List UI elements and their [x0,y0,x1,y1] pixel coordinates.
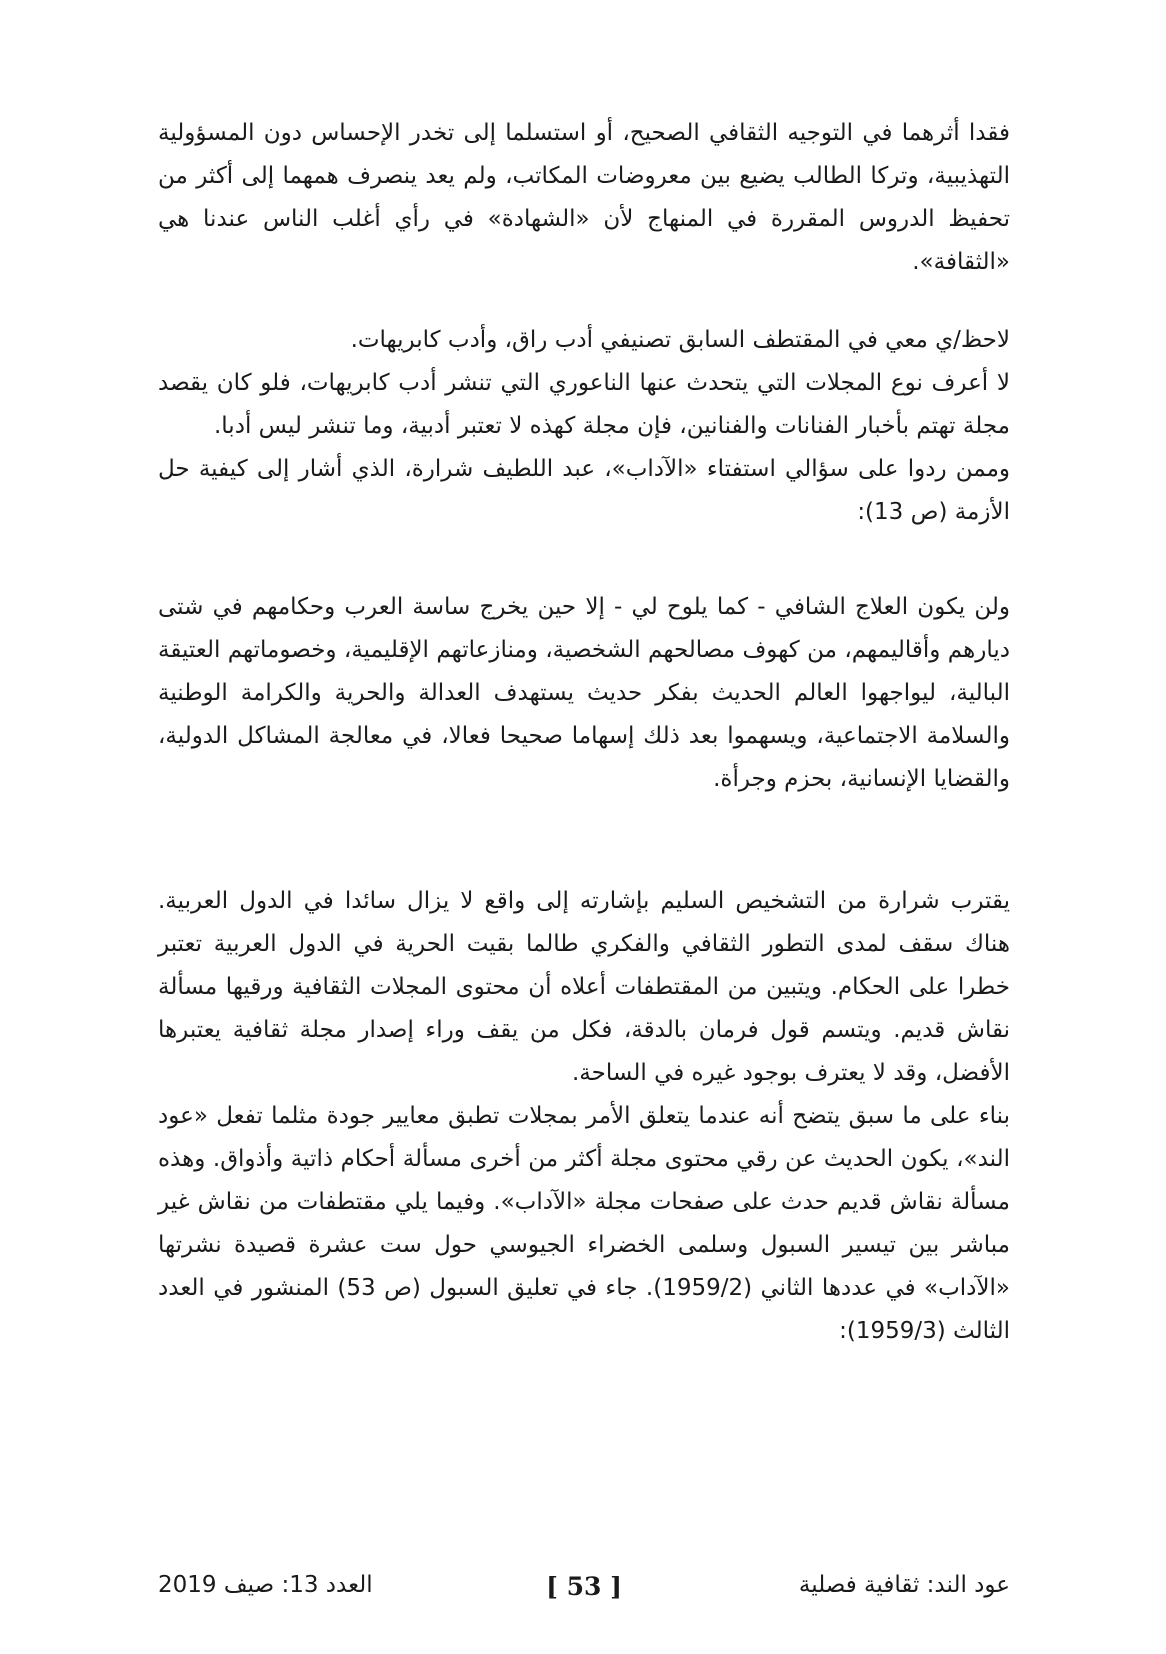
paragraph: بناء على ما سبق يتضح أنه عندما يتعلق الأمر بمجلات تطبق معايير جودة مثلما تفعل «عود الند»، يكون الحديث عن رقي محتوى مجلة أكثر من أخرى مسألة أحكام ذاتية وأذواق. وهذه مسألة نقاش قديم حدث على صفحات مجلة «الآداب». وفيما يلي مقتطفات من نقاش غير مباشر بين تيسير السبول وسلمى الخضراء الجيوسي حول ست عشرة قصيدة نشرتها «الآداب» في عددها الثاني (1959/2). جاء في تعليق السبول (ص 53) المنشور في العدد الثالث (1959/3): [158,1103,1010,1344]
paragraph: وممن ردوا على سؤالي استفتاء «الآداب»، عبد اللطيف شرارة، الذي أشار إلى كيفية حل الأزمة (ص 13): [158,456,1010,525]
quotation-paragraph: ولن يكون العلاج الشافي - كما يلوح لي - إلا حين يخرج ساسة العرب وحكامهم في شتى ديارهم وأقاليمهم، من كهوف مصالحهم الشخصية، ومنازعاتهم الإقليمية، وخصوماتهم العتيقة البالية، ليواجهوا العالم الحديث بفكر حديث يستهدف العدالة والحرية والكرامة الوطنية والسلامة الاجتماعية، ويسهموا بعد ذلك إسهاما صحيحا فعالا، في معالجة المشاكل الدولية، والقضايا الإنسانية، بحزم وجرأة. [158,594,1010,792]
text-block-cabaret [158,319,1010,534]
text-block-opening [158,112,1010,284]
paragraph: لاحظ/ي معي في المقتطف السابق تصنيفي أدب راق، وأدب كابريهات. [350,327,1010,353]
page-footer [158,1572,1010,1616]
footer-issue-info: العدد 13: صيف 2019 [158,1572,373,1598]
footer-page-number: [ 53 ] [546,1572,622,1601]
quotation-block [158,586,1010,801]
footer-journal-title: عود الند: ثقافية فصلية [798,1572,1010,1598]
paragraph: يقترب شرارة من التشخيص السليم بإشارته إلى واقع لا يزال سائدا في الدول العربية. هناك سقف لمدى التطور الثقافي والفكري طالما بقيت الحرية في الدول العربية تعتبر خطرا على الحكام. ويتبين من المقتطفات أعلاه أن محتوى المجلات الثقافية ورقيها مسألة نقاش قديم. ويتسم قول فرمان بالدقة، فكل من يقف وراء إصدار مجلة ثقافية يعتبرها الأفضل، وقد لا يعترف بوجود غيره في الساحة. [158,888,1010,1086]
paragraph: لا أعرف نوع المجلات التي يتحدث عنها الناعوري التي تنشر أدب كابريهات، فلو كان يقصد مجلة تهتم بأخبار الفنانات والفنانين، فإن مجلة كهذه لا تعتبر أدبية، وما تنشر ليس أدبا. [158,370,1010,439]
text-block-analysis [158,880,1010,1353]
paragraph: فقدا أثرهما في التوجيه الثقافي الصحيح، أو استسلما إلى تخدر الإحساس دون المسؤولية التهذيبية، وتركا الطالب يضيع بين معروضات المكاتب، ولم يعد ينصرف همهما إلى أكثر من تحفيظ الدروس المقررة في المنهاج لأن «الشهادة» في رأي أغلب الناس عندنا هي «الثقافة». [158,120,1010,275]
